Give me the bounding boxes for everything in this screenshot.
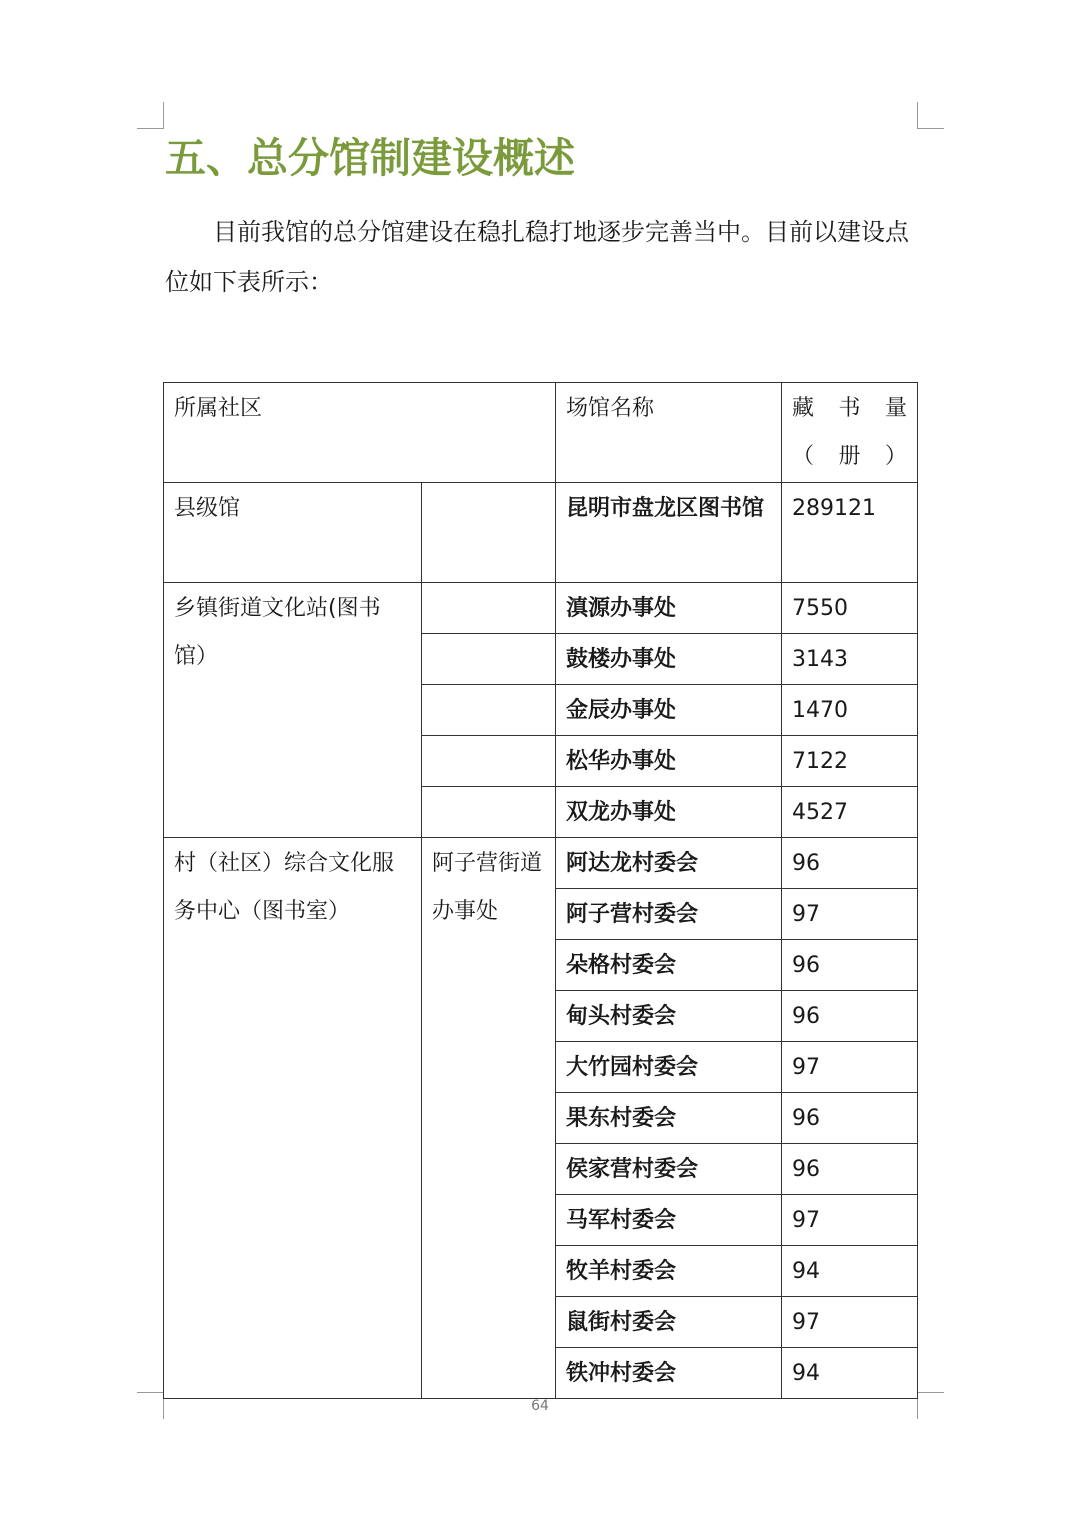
venue-cell: 阿子营村委会 [556, 889, 782, 940]
table-header-row [164, 383, 918, 483]
table-row-township [164, 583, 918, 634]
volume-cell: 4527 [782, 787, 918, 838]
volume-cell: 7550 [782, 583, 918, 634]
volume-cell: 97 [782, 1195, 918, 1246]
empty-cell [422, 483, 556, 583]
crop-mark-top-left [137, 102, 164, 129]
empty-cell [422, 787, 556, 838]
venue-cell: 牧羊村委会 [556, 1246, 782, 1297]
volume-cell: 97 [782, 1042, 918, 1093]
volume-cell: 3143 [782, 634, 918, 685]
table-row-village [164, 838, 918, 889]
volume-cell: 97 [782, 1297, 918, 1348]
venue-cell: 甸头村委会 [556, 991, 782, 1042]
volume-cell: 96 [782, 1093, 918, 1144]
header-volume: 藏 书 量（册） [782, 383, 918, 483]
venue-cell: 松华办事处 [556, 736, 782, 787]
venue-cell: 侯家营村委会 [556, 1144, 782, 1195]
empty-cell [422, 583, 556, 634]
empty-cell [422, 685, 556, 736]
volume-cell: 7122 [782, 736, 918, 787]
category-village: 村（社区）综合文化服务中心（图书室） [164, 838, 422, 1399]
category-township: 乡镇街道文化站(图书馆） [164, 583, 422, 838]
volume-cell: 96 [782, 991, 918, 1042]
venue-cell: 朵格村委会 [556, 940, 782, 991]
volume-cell: 96 [782, 838, 918, 889]
header-community: 所属社区 [164, 383, 556, 483]
volume-cell: 289121 [782, 483, 918, 583]
category-county: 县级馆 [164, 483, 422, 583]
venue-cell: 双龙办事处 [556, 787, 782, 838]
subdistrict-cell: 阿子营街道办事处 [422, 838, 556, 1399]
venue-cell: 滇源办事处 [556, 583, 782, 634]
venue-cell: 阿达龙村委会 [556, 838, 782, 889]
page-number: 64 [531, 1398, 549, 1414]
intro-paragraph: 目前我馆的总分馆建设在稳扎稳打地逐步完善当中。目前以建设点位如下表所示： [165, 218, 909, 296]
venue-cell: 鼠街村委会 [556, 1297, 782, 1348]
empty-cell [422, 634, 556, 685]
venue-cell: 果东村委会 [556, 1093, 782, 1144]
volume-cell: 1470 [782, 685, 918, 736]
venue-cell: 马军村委会 [556, 1195, 782, 1246]
venue-cell: 金辰办事处 [556, 685, 782, 736]
volume-cell: 97 [782, 889, 918, 940]
volume-cell: 96 [782, 940, 918, 991]
venue-cell: 鼓楼办事处 [556, 634, 782, 685]
venue-cell: 昆明市盘龙区图书馆 [556, 483, 782, 583]
section-title: 五、总分馆制建设概述 [165, 134, 575, 182]
header-venue: 场馆名称 [556, 383, 782, 483]
empty-cell [422, 736, 556, 787]
venue-cell: 大竹园村委会 [556, 1042, 782, 1093]
table-row-county [164, 483, 918, 583]
volume-cell: 96 [782, 1144, 918, 1195]
venue-cell: 铁冲村委会 [556, 1348, 782, 1399]
crop-mark-top-right [917, 102, 944, 129]
library-sites-table [163, 382, 918, 1399]
volume-cell: 94 [782, 1348, 918, 1399]
volume-cell: 94 [782, 1246, 918, 1297]
